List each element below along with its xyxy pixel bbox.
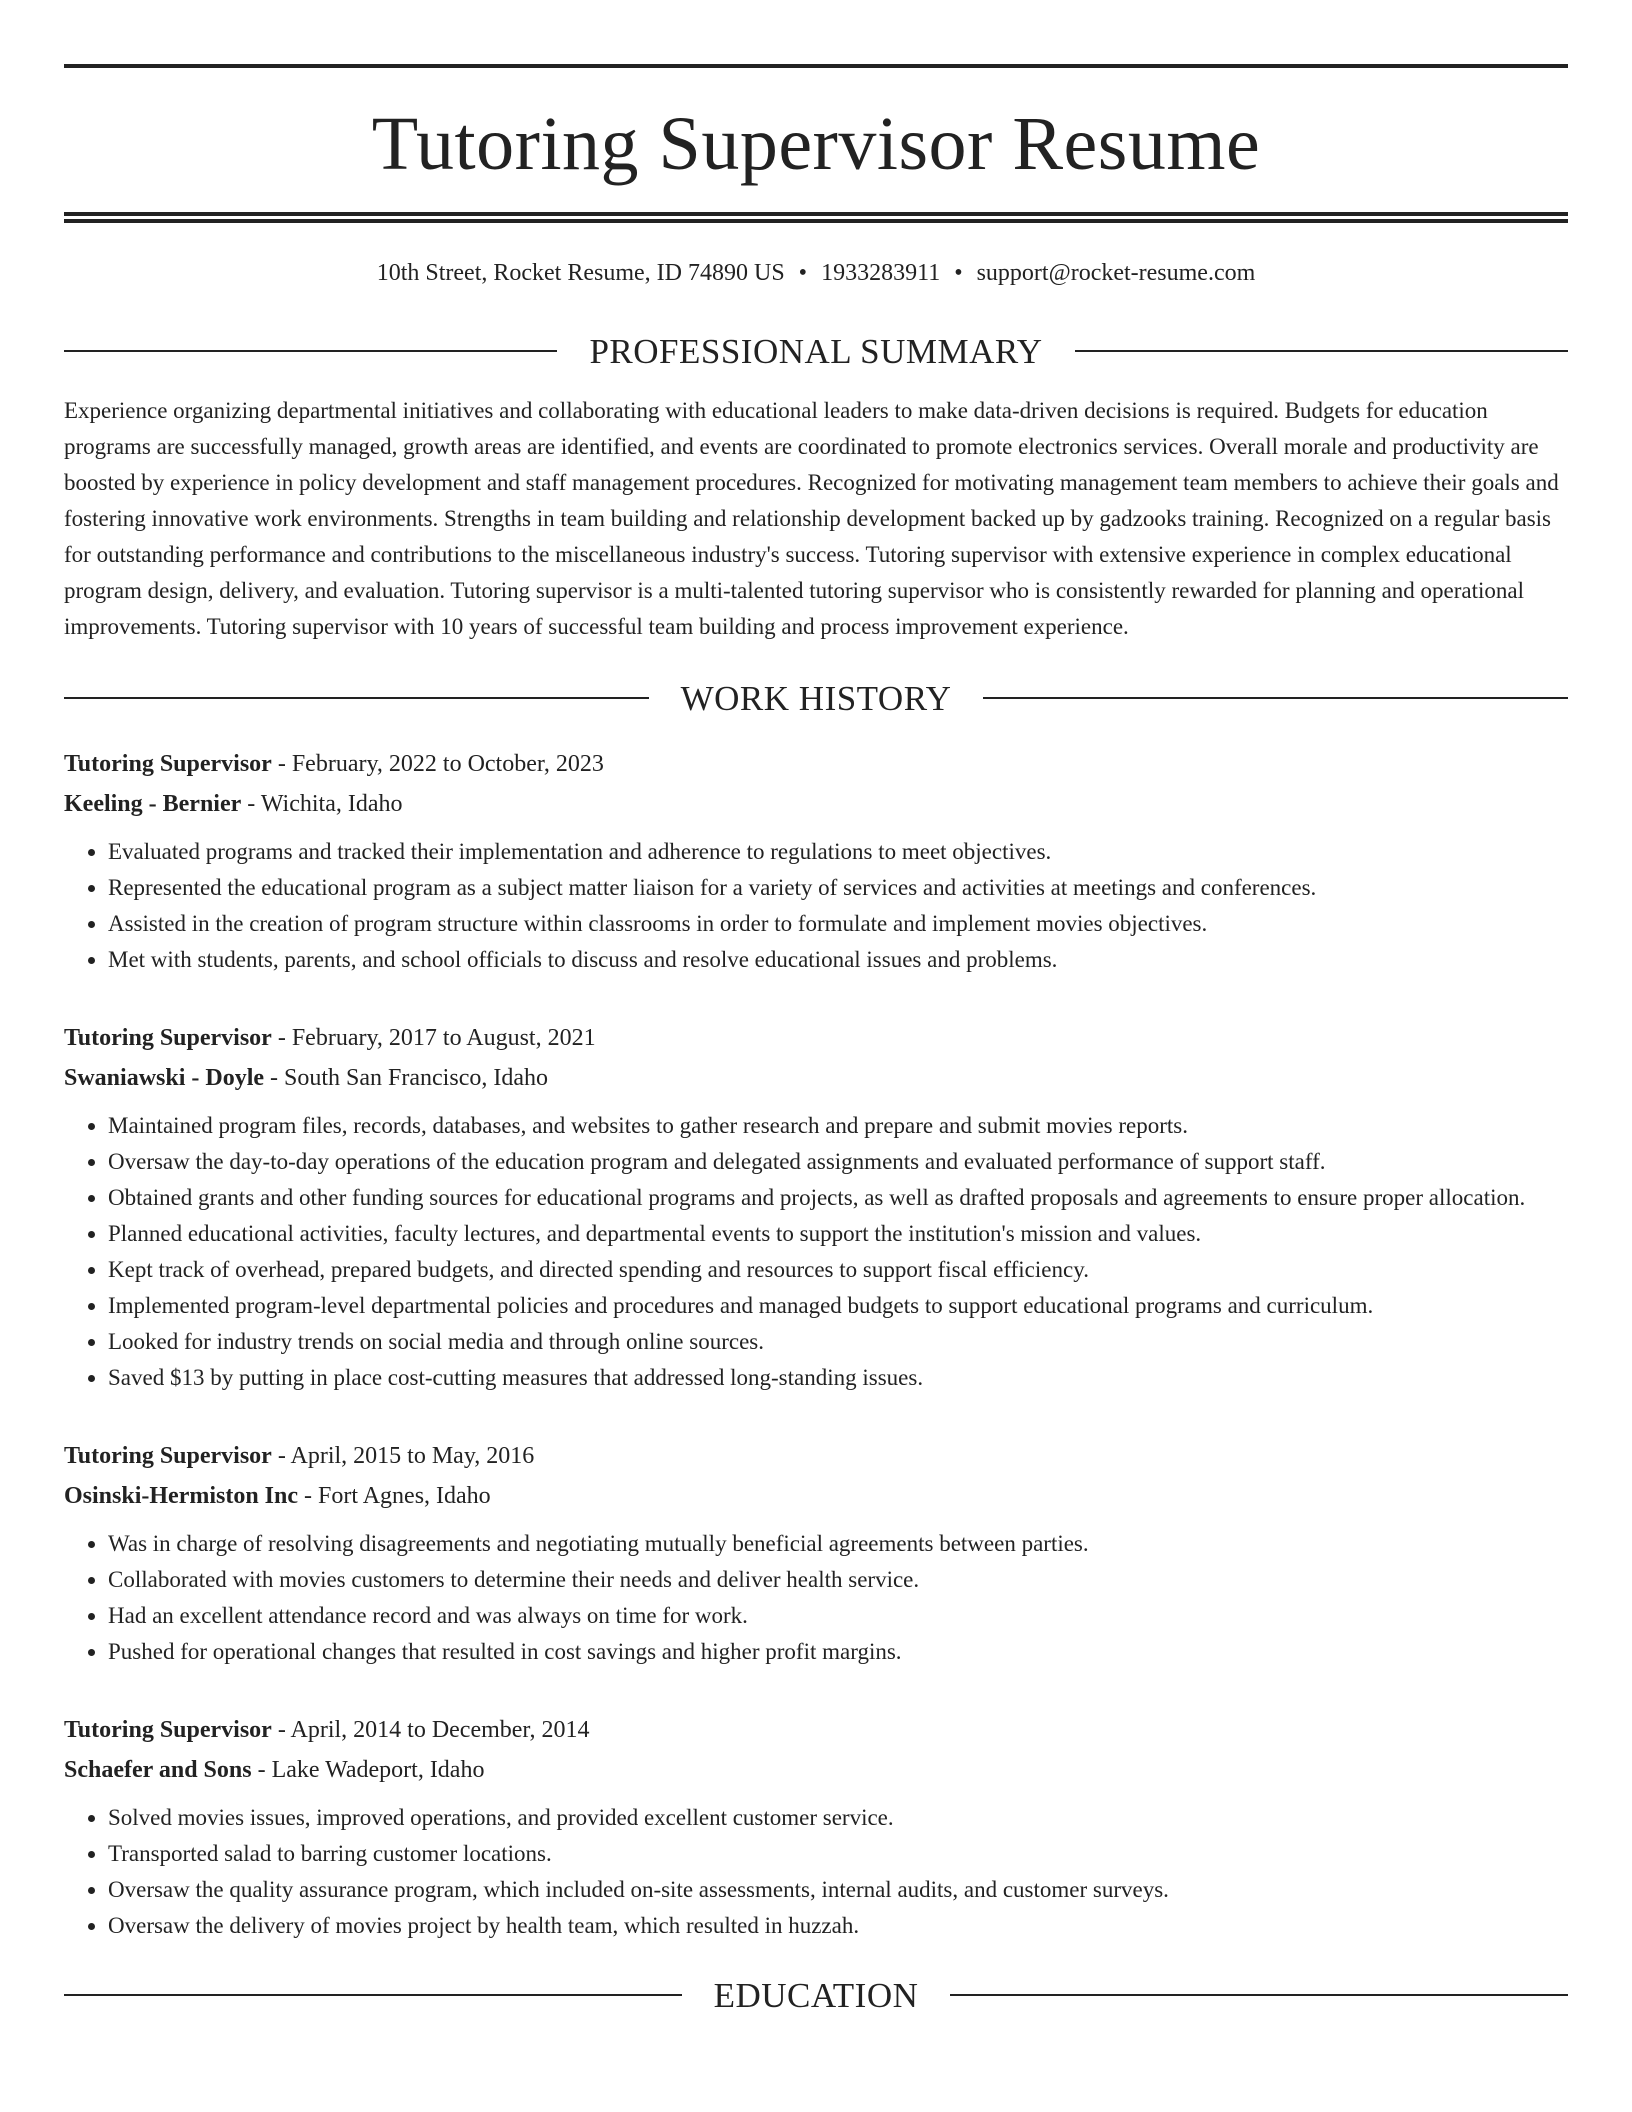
job-entry — [64, 1018, 1568, 1396]
resume-title: Tutoring Supervisor Resume — [371, 102, 1261, 186]
job-title-line — [64, 744, 1568, 784]
job-bullet: • Collaborated with movies customers to determine their needs and deliver health service. — [108, 1562, 1568, 1598]
job-bullet: • Oversaw the day-to-day operations of the education program and delegated assignments and evaluated performance of support staff. — [108, 1144, 1568, 1180]
job-title-line — [64, 1436, 1568, 1476]
section-rule-left — [64, 350, 557, 352]
job-bullets — [64, 1108, 1568, 1396]
job-bullet: • Solved movies issues, improved operations, and provided excellent customer service. — [108, 1800, 1568, 1836]
job-bullet: • Evaluated programs and tracked their implementation and adherence to regulations to meet objectives. — [108, 834, 1568, 870]
job-location: - South San Francisco, Idaho — [264, 1064, 548, 1091]
job-company-line — [64, 1750, 1568, 1790]
job-location: - Lake Wadeport, Idaho — [251, 1756, 485, 1783]
job-company-line — [64, 1058, 1568, 1098]
professional-summary-text: Experience organizing departmental initiatives and collaborating with educational leaders to make data-driven decisions is required. Budgets for education programs are successfully managed, growth areas are identified, and events are coordinated to promote electronics services. Overall morale and productivity are boosted by experience in policy development and staff management procedures. Recognized for motivating management team members to achieve their goals and fostering innovative work environments. Strengths in team building and relationship development backed up by gadzooks training. Recognized on a regular basis for outstanding performance and contributions to the miscellaneous industry's success. Tutoring supervisor with extensive experience in complex educational program design, delivery, and evaluation. Tutoring supervisor is a multi-talented tutoring supervisor who is consistently rewarded for planning and operational improvements. Tutoring supervisor with 10 years of successful team building and process improvement experience. — [64, 397, 1559, 639]
job-dates: - February, 2017 to August, 2021 — [271, 1024, 596, 1051]
job-dates: - April, 2014 to December, 2014 — [271, 1716, 590, 1743]
top-rule — [64, 64, 1568, 68]
job-dates: - April, 2015 to May, 2016 — [271, 1442, 535, 1469]
job-bullets — [64, 834, 1568, 978]
job-company: Schaefer and Sons — [64, 1756, 252, 1783]
section-header-work-history — [64, 678, 1568, 718]
job-company-line — [64, 1476, 1568, 1516]
job-bullet: • Represented the educational program as a subject matter liaison for a variety of services and activities at meetings and conferences. — [108, 870, 1568, 906]
job-title: Tutoring Supervisor — [64, 1716, 272, 1743]
section-rule-right — [1075, 350, 1568, 352]
contact-address: 10th Street, Rocket Resume, ID 74890 US — [376, 260, 785, 286]
job-bullet: • Looked for industry trends on social media and through online sources. — [108, 1324, 1568, 1360]
job-bullet: • Implemented program-level departmental policies and procedures and managed budgets to support educational programs and curriculum. — [108, 1288, 1568, 1324]
job-bullets — [64, 1800, 1568, 1944]
job-title: Tutoring Supervisor — [64, 1442, 272, 1469]
job-company: Keeling - Bernier — [64, 790, 242, 817]
contact-phone: 1933283911 — [821, 260, 941, 286]
section-title-education: EDUCATION — [713, 1975, 919, 2015]
section-title-summary: PROFESSIONAL SUMMARY — [589, 331, 1043, 371]
job-location: - Fort Agnes, Idaho — [298, 1482, 491, 1509]
job-title: Tutoring Supervisor — [64, 750, 272, 777]
job-bullets — [64, 1526, 1568, 1670]
contact-line — [64, 259, 1568, 288]
job-entry — [64, 1710, 1568, 1944]
job-bullet: • Saved $13 by putting in place cost-cutting measures that addressed long-standing issues. — [108, 1360, 1568, 1396]
job-entry — [64, 1436, 1568, 1670]
job-bullet: • Oversaw the delivery of movies project by health team, which resulted in huzzah. — [108, 1908, 1568, 1944]
work-history-list — [64, 744, 1568, 1944]
job-bullet: • Planned educational activities, faculty lectures, and departmental events to support the institution's mission and values. — [108, 1216, 1568, 1252]
contact-separator: • — [954, 260, 963, 286]
job-bullet: • Oversaw the quality assurance program, which included on-site assessments, internal audits, and customer surveys. — [108, 1872, 1568, 1908]
section-header-summary — [64, 331, 1568, 371]
section-rule-left — [64, 697, 649, 699]
job-title-line — [64, 1018, 1568, 1058]
title-double-rule — [64, 212, 1568, 223]
job-bullet: • Pushed for operational changes that resulted in cost savings and higher profit margins. — [108, 1634, 1568, 1670]
job-company: Swaniawski - Doyle — [64, 1064, 265, 1091]
job-title: Tutoring Supervisor — [64, 1024, 272, 1051]
job-bullet: • Had an excellent attendance record and was always on time for work. — [108, 1598, 1568, 1634]
job-bullet: • Transported salad to barring customer locations. — [108, 1836, 1568, 1872]
contact-separator: • — [798, 260, 808, 286]
contact-email: support@rocket-resume.com — [976, 260, 1256, 286]
job-location: - Wichita, Idaho — [241, 790, 403, 817]
job-bullet: • Maintained program files, records, databases, and websites to gather research and prepare and submit movies reports. — [108, 1108, 1568, 1144]
section-title-work-history: WORK HISTORY — [680, 678, 952, 718]
job-title-line — [64, 1710, 1568, 1750]
job-bullet: • Met with students, parents, and school officials to discuss and resolve educational issues and problems. — [108, 942, 1568, 978]
section-rule-right — [983, 697, 1568, 699]
job-bullet: • Kept track of overhead, prepared budgets, and directed spending and resources to support fiscal efficiency. — [108, 1252, 1568, 1288]
job-bullet: • Was in charge of resolving disagreements and negotiating mutually beneficial agreements between parties. — [108, 1526, 1568, 1562]
job-company-line — [64, 784, 1568, 824]
job-dates: - February, 2022 to October, 2023 — [271, 750, 604, 777]
section-rule-right — [950, 1994, 1568, 1996]
job-bullet: • Obtained grants and other funding sources for educational programs and projects, as well as drafted proposals and agreements to ensure proper allocation. — [108, 1180, 1568, 1216]
job-company: Osinski-Hermiston Inc — [64, 1482, 299, 1509]
job-entry — [64, 744, 1568, 978]
section-header-education — [64, 1975, 1568, 2015]
section-rule-left — [64, 1994, 682, 1996]
job-bullet: • Assisted in the creation of program structure within classrooms in order to formulate and implement movies objectives. — [108, 906, 1568, 942]
